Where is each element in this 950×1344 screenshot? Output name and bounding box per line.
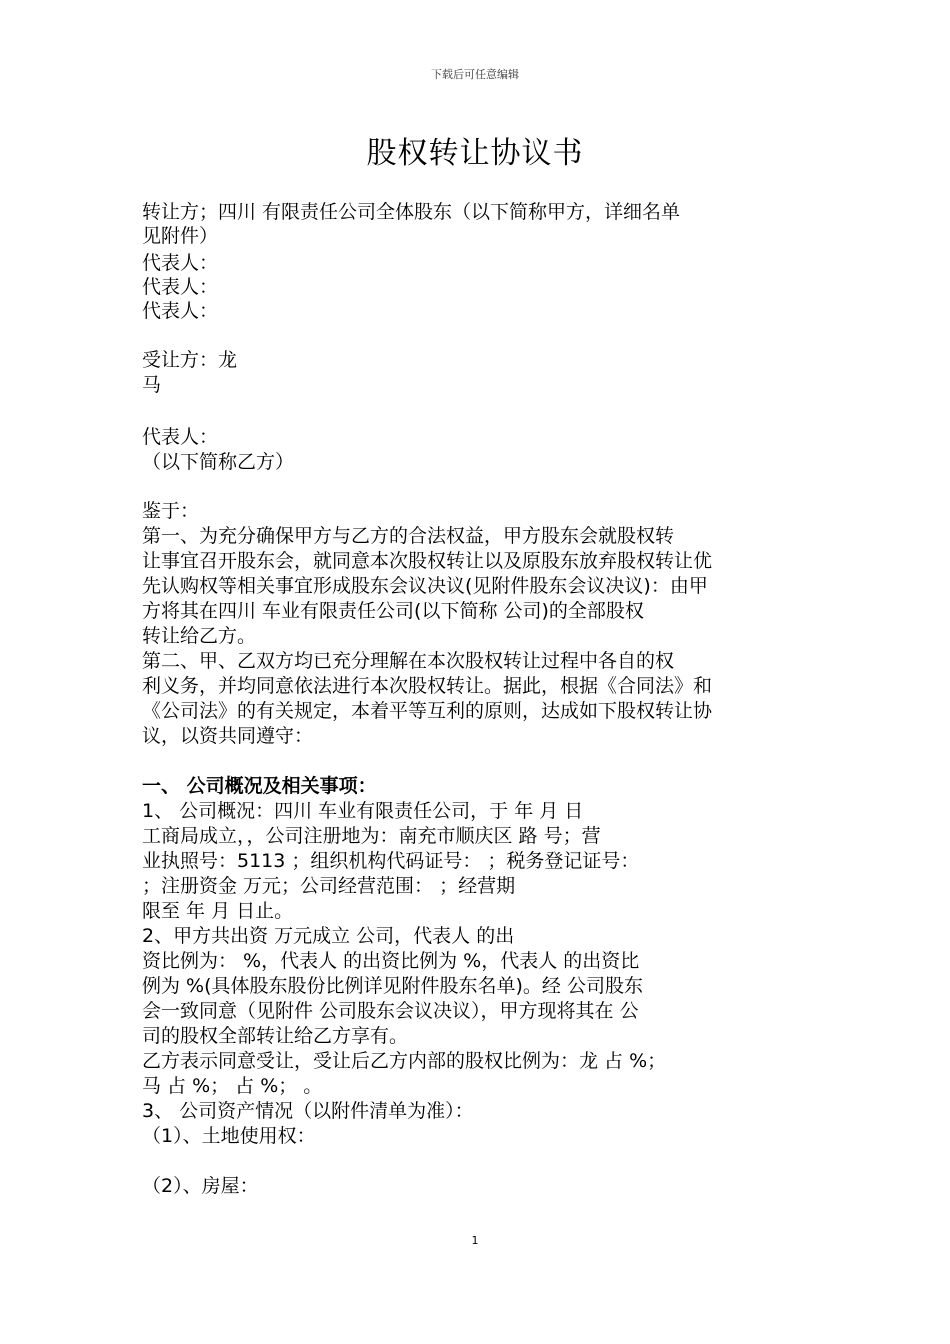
paragraph-line: 会一致同意（见附件 公司股东会议决议），甲方现将其在 公 [142,1000,639,1022]
list-item-house: （2）、房屋： [142,1175,259,1197]
paragraph-line: 《公司法》的有关规定，本着平等互利的原则，达成如下股权转让协 [142,700,713,722]
paragraph-line: 第二、甲、乙双方均已充分理解在本次股权转让过程中各自的权 [142,650,675,672]
document-title: 股权转让协议书 [366,136,584,171]
paragraph-line: 第一、为充分确保甲方与乙方的合法权益，甲方股东会就股权转 [142,525,675,547]
transferee-line: 受让方：龙 [142,349,238,371]
paragraph-line: ；注册资金 万元；公司经营范围： ；经营期 [142,875,516,897]
paragraph-line: 1、 公司概况：四川 车业有限责任公司，于 年 月 日 [142,800,584,822]
paragraph-line: 限至 年 月 日止。 [142,900,294,922]
header-note: 下载后可任意编辑 [431,68,519,81]
paragraph-line: 方将其在四川 车业有限责任公司(以下简称 公司)的全部股权 [142,600,644,622]
paragraph-line: 让事宜召开股东会，就同意本次股权转让以及原股东放弃股权转让优 [142,550,713,572]
paragraph-line: 3、 公司资产情况（以附件清单为准）： [142,1100,474,1122]
paragraph-line: 业执照号：5113 ；组织机构代码证号： ；税务登记证号： [142,850,640,872]
list-item-land: （1）、土地使用权： [142,1125,316,1147]
paragraph-line: 资比例为： %，代表人 的出资比例为 %，代表人 的出资比 [142,950,640,972]
paragraph-line: 司的股权全部转让给乙方享有。 [142,1025,409,1047]
paragraph-line: 议，以资共同遵守： [142,725,314,747]
page-number: 1 [471,1234,479,1247]
paragraph-line: 先认购权等相关事宜形成股东会议决议(见附件股东会议决议)：由甲 [142,575,708,597]
paragraph-line: 转让给乙方。 [142,625,257,647]
transferor-line-cont: 见附件） [142,225,219,247]
paragraph-line: 马 占 %； 占 %； 。 [142,1075,323,1097]
paragraph-line: 工商局成立，，公司注册地为：南充市顺庆区 路 号；营 [142,825,601,847]
paragraph-line: 例为 %(具体股东股份比例详见附件股东名单)。经 公司股东 [142,975,643,997]
transferee-line-cont: 马 [142,374,162,396]
paragraph-line: 2、甲方共出资 万元成立 公司，代表人 的出 [142,925,515,947]
representative-line-2: 代表人： [142,276,219,298]
transferor-line: 转让方；四川 有限责任公司全体股东（以下简称甲方，详细名单 [142,201,681,223]
whereas-heading: 鉴于： [142,500,200,522]
representative-line-3: 代表人： [142,300,219,322]
paragraph-line: 乙方表示同意受让，受让后乙方内部的股权比例为：龙 占 %； [142,1050,667,1072]
representative-line-1: 代表人： [142,252,219,274]
party-b-note: （以下简称乙方） [142,451,295,473]
paragraph-line: 利义务，并均同意依法进行本次股权转让。据此，根据《合同法》和 [142,675,713,697]
transferee-representative: 代表人： [142,426,219,448]
section-heading: 一、 公司概况及相关事项： [142,775,377,797]
